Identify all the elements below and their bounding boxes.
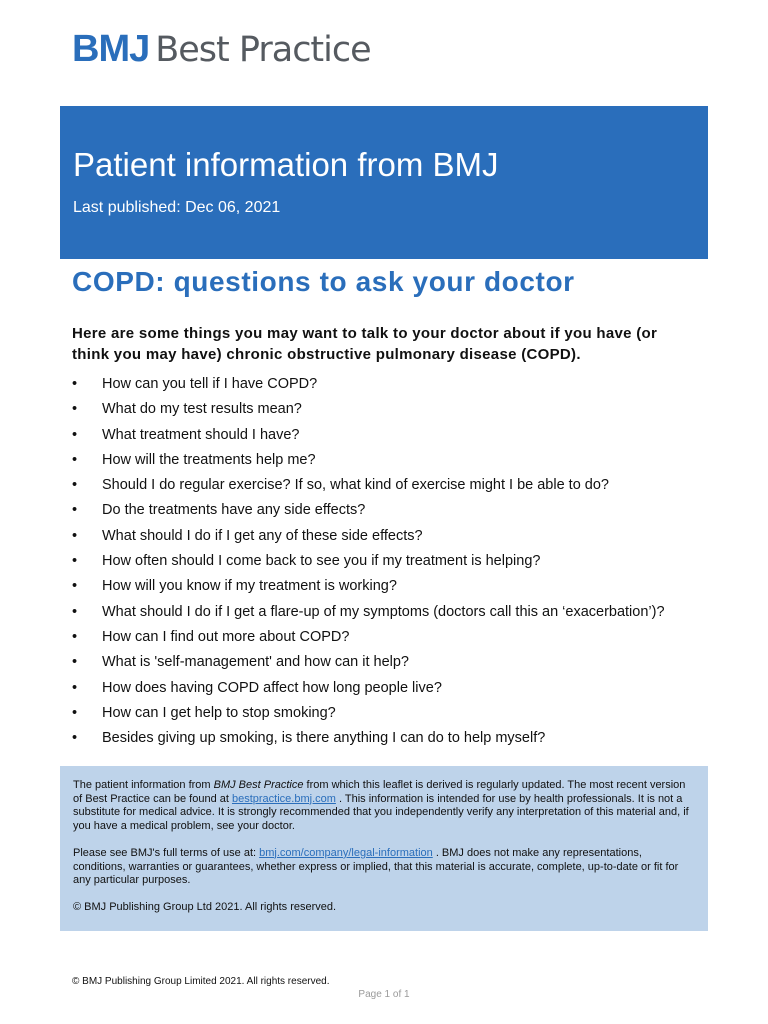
bullet-icon: • [72,376,78,392]
question-text: How can I find out more about COPD? [102,628,350,645]
page-number: Page 1 of 1 [358,989,410,1000]
disclaimer-paragraph [73,779,696,834]
published-date: Last published: Dec 06, 2021 [73,199,281,216]
question-text: How often should I come back to see you if my treatment is helping? [102,553,541,570]
terms-paragraph [73,847,696,888]
question-text: What is 'self-management' and how can it help? [102,654,409,671]
list-item [72,650,712,675]
disclaimer-product-name: BMJ Best Practice [213,779,304,791]
list-item [72,448,712,473]
list-item [72,524,712,549]
disclaimer-text: from which this leaflet is derived is regularly updated. The most recent version of Best Practice can be found at [73,779,686,805]
footer-copyright: © BMJ Publishing Group Ltd 2021. All rights reserved. [73,900,337,913]
list-item [72,498,712,523]
list-item [72,726,712,751]
list-item [72,372,712,397]
bullet-icon: • [72,578,78,595]
bullet-icon: • [72,553,78,570]
intro-text: Here are some things you may want to talk to your doctor about if you have (or think you may have) chronic obstructive pulmonary disease (COPD). [72,325,658,363]
bullet-icon: • [72,730,78,747]
terms-text: . BMJ does not make any representations, conditions, warranties or guarantees, whether express or implied, that this material is accurate, complete, up-to-date or fit for any particular purposes. [73,846,679,887]
question-text: What treatment should I have? [102,426,300,443]
bestpractice-link[interactable]: bestpractice.bmj.com [231,792,336,805]
question-text: What should I do if I get any of these side effects? [102,527,423,544]
logo-bmj-text: BMJ [72,28,150,70]
question-text: How will you know if my treatment is working? [102,578,397,595]
bullet-icon: • [72,527,78,544]
bullet-icon: • [72,451,78,468]
legal-information-link[interactable]: bmj.com/company/legal-information [259,846,433,859]
question-text: Do the treatments have any side effects? [102,502,366,519]
header-banner [60,106,708,259]
list-item [72,600,712,625]
question-text: What should I do if I get a flare-up of my symptoms (doctors call this an ‘exacerbation’)? [102,603,665,620]
logo-product-text: Best Practice [155,30,371,70]
question-text: What do my test results mean? [102,401,302,418]
document-title: COPD: questions to ask your doctor [72,266,575,297]
list-item [72,701,712,726]
bullet-icon: • [72,628,78,645]
bmj-best-practice-logo [72,28,371,71]
bullet-icon: • [72,477,78,494]
disclaimer-box [60,766,708,931]
question-text: How does having COPD affect how long people live? [102,679,442,696]
list-item [72,473,712,498]
bullet-icon: • [72,401,78,418]
question-text: Should I do regular exercise? If so, what kind of exercise might I be able to do? [102,477,609,494]
bullet-icon: • [72,603,78,620]
bullet-icon: • [72,502,78,519]
question-list [72,372,712,751]
terms-text: Please see BMJ's full terms of use at: [73,846,260,859]
disclaimer-text: The patient information from [73,779,214,791]
list-item [72,549,712,574]
question-text: How can you tell if I have COPD? [102,376,318,392]
list-item [72,676,712,701]
list-item [72,625,712,650]
page-copyright: © BMJ Publishing Group Limited 2021. All rights reserved. [72,976,330,987]
bullet-icon: • [72,654,78,671]
bullet-icon: • [72,704,78,721]
banner-title: Patient information from BMJ [73,146,499,183]
list-item [72,574,712,599]
list-item [72,423,712,448]
bullet-icon: • [72,426,78,443]
disclaimer-text: . This information is intended for use by health professionals. It is not a substitute for medical advice. It is strongly recommended that you independently verify any interpretation of this material and, if you have a medical problem, see your doctor. [73,792,689,833]
list-item [72,397,712,422]
bullet-icon: • [72,679,78,696]
question-text: How can I get help to stop smoking? [102,704,336,721]
question-text: How will the treatments help me? [102,451,316,468]
question-text: Besides giving up smoking, is there anything I can do to help myself? [102,730,546,747]
